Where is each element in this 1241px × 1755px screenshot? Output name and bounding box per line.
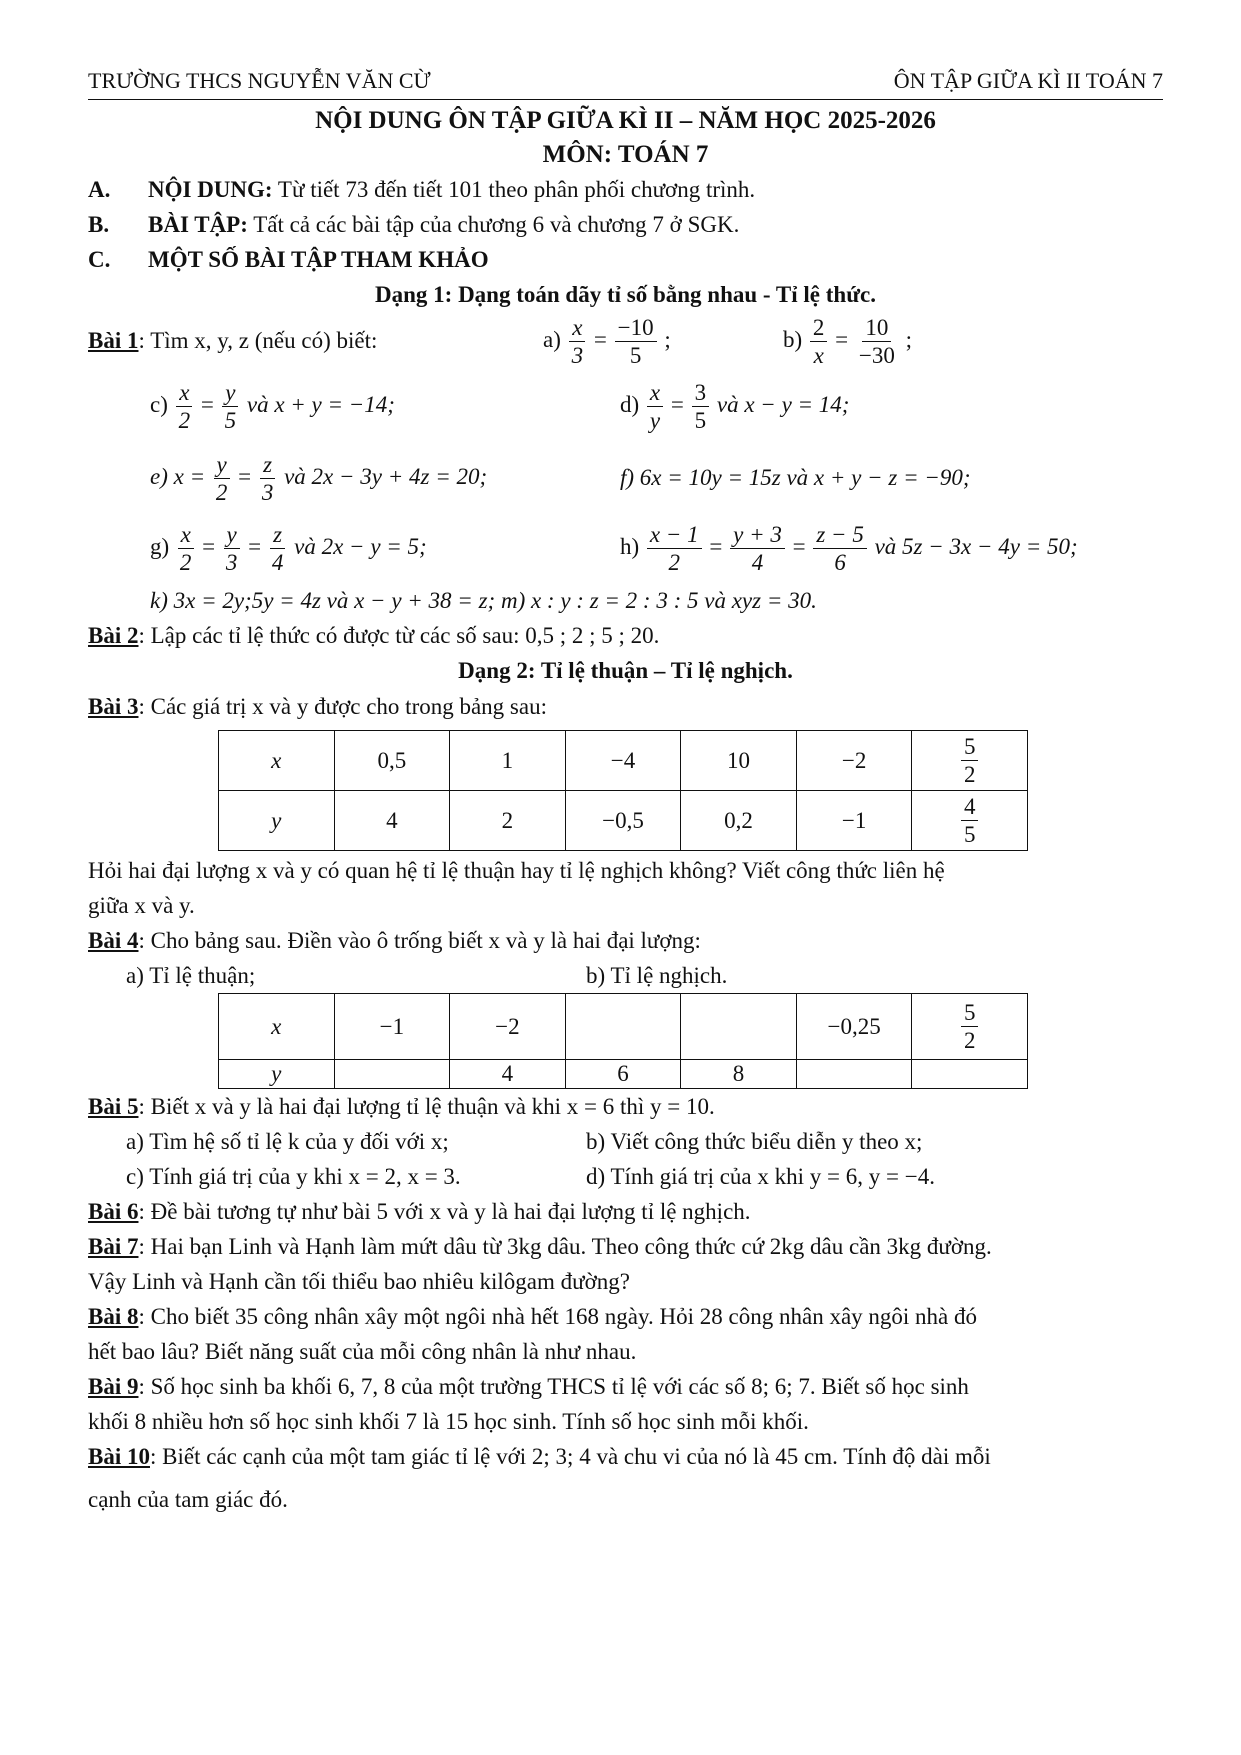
table-cell: −0,25 <box>796 994 912 1060</box>
table-cell: −4 <box>565 731 681 791</box>
page-title: NỘI DUNG ÔN TẬP GIỮA KÌ II – NĂM HỌC 2025-2026 <box>315 107 936 134</box>
table-cell: $\frac{5}{2}$ <box>912 994 1028 1060</box>
bai5-cd: c) Tính giá trị của y khi x = 2, x = 3. d) Tính giá trị của x khi y = 6, y = −4. <box>126 1164 935 1189</box>
table-cell: 6 <box>565 1060 681 1089</box>
bai9-2: khối 8 nhiều hơn số học sinh khối 7 là 15 học sinh. Tính số học sinh mỗi khối. <box>88 1409 809 1434</box>
table-cell: y <box>219 1060 335 1089</box>
bai10: Bài 10: Biết các cạnh của một tam giác tỉ lệ với 2; 3; 4 và chu vi của nó là 45 cm. Tính độ dài mỗi <box>88 1444 991 1469</box>
table-cell: 0,5 <box>334 731 450 791</box>
bai8-2: hết bao lâu? Biết năng suất của mỗi công nhân là như nhau. <box>88 1339 637 1364</box>
section-a: A. NỘI DUNG: Từ tiết 73 đến tiết 101 theo phân phối chương trình. <box>88 177 756 202</box>
bai8: Bài 8: Cho biết 35 công nhân xây một ngôi nhà hết 168 ngày. Hỏi 28 công nhân xây ngôi nhà đó <box>88 1304 977 1329</box>
table-cell: 8 <box>681 1060 797 1089</box>
bai10-2: cạnh của tam giác đó. <box>88 1487 288 1512</box>
bai6: Bài 6: Đề bài tương tự như bài 5 với x và y là hai đại lượng tỉ lệ nghịch. <box>88 1199 751 1224</box>
table-cell: y <box>219 791 335 851</box>
bai3: Bài 3: Các giá trị x và y được cho trong bảng sau: <box>88 694 547 719</box>
bai5-ab: a) Tìm hệ số tỉ lệ k của y đối với x; b) Viết công thức biểu diễn y theo x; <box>126 1129 923 1154</box>
table-cell <box>912 1060 1028 1089</box>
bai3-question-2: giữa x và y. <box>88 893 195 918</box>
table-cell: 4 <box>450 1060 566 1089</box>
header-subject: ÔN TẬP GIỮA KÌ II TOÁN 7 <box>893 68 1163 93</box>
table-cell: −2 <box>796 731 912 791</box>
table-cell: x <box>219 994 335 1060</box>
bai1-row3: e) x = $\frac{y}{2}$ = $\frac{z}{3}$ và 2x − 3y + 4z = 20; f) 6x = 10y = 15z và x + y − z = −90; <box>150 451 971 505</box>
bai7: Bài 7: Hai bạn Linh và Hạnh làm mứt dâu từ 3kg dâu. Theo công thức cứ 2kg dâu cần 3kg đường. <box>88 1234 992 1259</box>
bai4-options: a) Tỉ lệ thuận; b) Tỉ lệ nghịch. <box>126 963 728 988</box>
page-header <box>88 68 1163 100</box>
bai2: Bài 2: Lập các tỉ lệ thức có được từ các số sau: 0,5 ; 2 ; 5 ; 20. <box>88 623 660 648</box>
table-cell: −0,5 <box>565 791 681 851</box>
school-name: TRƯỜNG THCS NGUYỄN VĂN CỪ <box>88 68 431 93</box>
bai1-row1: Bài 1: Tìm x, y, z (nếu có) biết: a) $\frac{x}{3}$ = $\frac{-10}{5}$ ; b) $\frac{2}{x}$ = $\frac{10}{-30}$ ; <box>88 314 913 368</box>
table-cell <box>334 1060 450 1089</box>
table-cell: 2 <box>450 791 566 851</box>
dang1-heading: Dạng 1: Dạng toán dãy tỉ số bằng nhau - Tỉ lệ thức. <box>375 282 876 307</box>
table-cell: −1 <box>334 994 450 1060</box>
dang2-heading: Dạng 2: Tỉ lệ thuận – Tỉ lệ nghịch. <box>458 658 793 683</box>
document-page <box>88 68 1163 1517</box>
bai4-table <box>218 993 1028 1089</box>
table-cell <box>565 994 681 1060</box>
section-b: B. BÀI TẬP: Tất cả các bài tập của chương 6 và chương 7 ở SGK. <box>88 212 740 237</box>
page-subtitle: MÔN: TOÁN 7 <box>542 141 709 168</box>
bai3-question: Hỏi hai đại lượng x và y có quan hệ tỉ lệ thuận hay tỉ lệ nghịch không? Viết công thức liên hệ <box>88 858 945 883</box>
table-cell: 0,2 <box>681 791 797 851</box>
section-c: C. MỘT SỐ BÀI TẬP THAM KHẢO <box>88 247 489 272</box>
table-cell: $\frac{4}{5}$ <box>912 791 1028 851</box>
table-cell <box>681 994 797 1060</box>
table-cell: 4 <box>334 791 450 851</box>
bai9: Bài 9: Số học sinh ba khối 6, 7, 8 của một trường THCS tỉ lệ với các số 8; 6; 7. Biết số học sinh <box>88 1374 969 1399</box>
bai4: Bài 4: Cho bảng sau. Điền vào ô trống biết x và y là hai đại lượng: <box>88 928 701 953</box>
table-cell <box>796 1060 912 1089</box>
bai3-table <box>218 730 1028 851</box>
table-cell: 10 <box>681 731 797 791</box>
bai7-2: Vậy Linh và Hạnh cần tối thiểu bao nhiêu kilôgam đường? <box>88 1269 630 1294</box>
table-cell: 1 <box>450 731 566 791</box>
table-cell: x <box>219 731 335 791</box>
table-cell: −1 <box>796 791 912 851</box>
table-cell: −2 <box>450 994 566 1060</box>
bai1-row2: c) $\frac{x}{2}$ = $\frac{y}{5}$ và x + y = −14; d) $\frac{x}{y}$ = $\frac{3}{5}$ và x − y = 14; <box>150 379 850 433</box>
bai1-row4: g) $\frac{x}{2}$ = $\frac{y}{3}$ = $\frac{z}{4}$ và 2x − y = 5; h) $\frac{x - 1}{2}$ = $\frac{y + 3}{4}$ = $\frac{z - 5}{6}$ và 5z − 3x − 4y = 50; <box>150 521 1078 575</box>
bai5: Bài 5: Biết x và y là hai đại lượng tỉ lệ thuận và khi x = 6 thì y = 10. <box>88 1094 715 1119</box>
bai1-row5: k) 3x = 2y;5y = 4z và x − y + 38 = z; m) x : y : z = 2 : 3 : 5 và xyz = 30. <box>150 588 817 613</box>
table-cell: $\frac{5}{2}$ <box>912 731 1028 791</box>
